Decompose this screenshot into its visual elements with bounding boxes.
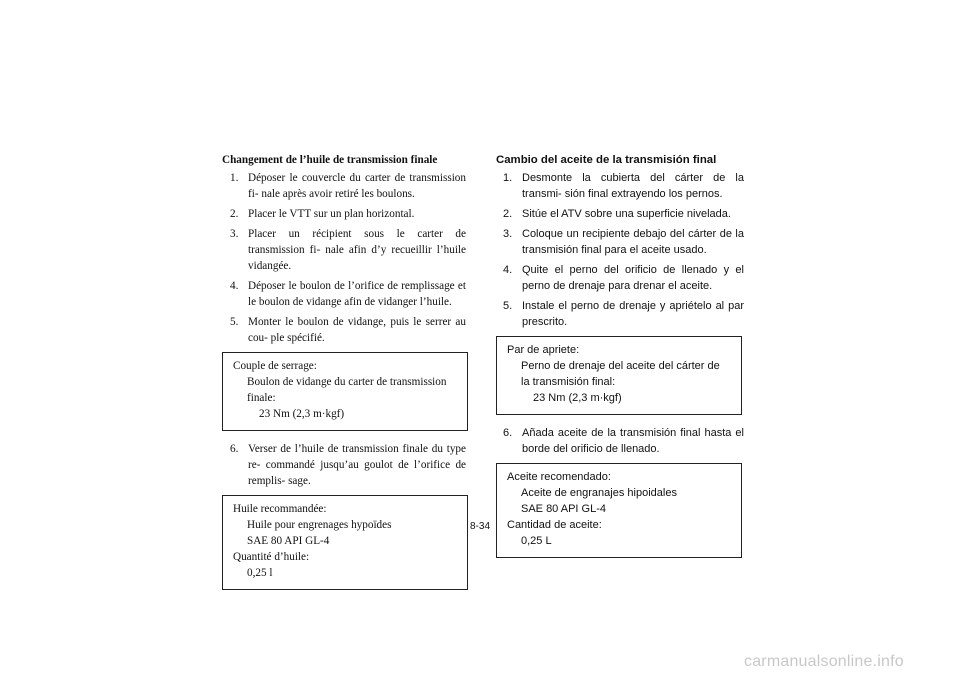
list-item — [496, 262, 744, 294]
step-text: Sitúe el ATV sobre una superficie nivelada. — [522, 208, 731, 220]
spanish-column — [496, 152, 744, 568]
section-heading-fr: Changement de l’huile de transmission finale — [222, 154, 438, 166]
steps-list-es-cont — [496, 425, 744, 457]
step-text: Añada aceite de la transmisión final hasta el borde del orificio de llenado. — [522, 427, 744, 455]
list-item — [222, 278, 466, 310]
oil-grade: SAE 80 API GL-4 — [521, 503, 606, 515]
step-text: Placer un récipient sous le carter de transmission fi- nale afin d’y recueillir l’huile vidangée. — [248, 228, 466, 272]
step-text: Verser de l’huile de transmission finale du type re- commandé jusqu’au goulot de l’orifice de remplis- sage. — [248, 443, 466, 487]
list-item — [222, 206, 466, 222]
step-number: 3. — [503, 228, 513, 240]
oil-type: Aceite de engranajes hipoidales — [521, 487, 677, 499]
step-text: Placer le VTT sur un plan horizontal. — [248, 208, 415, 220]
oil-type: Huile pour engrenages hypoïdes — [247, 519, 392, 531]
step-text: Desmonte la cubierta del cárter de la transmi- sión final extrayendo los pernos. — [522, 172, 744, 200]
list-item — [496, 206, 744, 222]
torque-label: Par de apriete: — [507, 344, 580, 356]
step-number: 1. — [230, 172, 239, 184]
step-text: Déposer le couvercle du carter de transmission fi- nale après avoir retiré les boulons. — [248, 172, 466, 200]
torque-spec-box-es — [496, 336, 742, 415]
step-text: Coloque un recipiente debajo del cárter de la transmisión final para el aceite usado. — [522, 228, 744, 256]
list-item — [222, 441, 466, 489]
list-item — [496, 298, 744, 330]
section-heading-es: Cambio del aceite de la transmisión final — [496, 154, 717, 166]
step-number: 2. — [230, 208, 239, 220]
steps-list-fr — [222, 170, 466, 346]
step-text: Monter le boulon de vidange, puis le serrer au cou- ple spécifié. — [248, 316, 466, 344]
step-text: Déposer le boulon de l’orifice de remplissage et le boulon de vidange afin de vidanger l’huile. — [248, 280, 466, 308]
step-number: 2. — [503, 208, 513, 220]
quantity-label: Cantidad de aceite: — [507, 519, 602, 531]
quantity-label: Quantité d’huile: — [233, 551, 310, 563]
torque-spec-box-fr — [222, 352, 468, 431]
step-text: Instale el perno de drenaje y apriételo al par prescrito. — [522, 300, 744, 328]
torque-value: 23 Nm (2,3 m·kgf) — [533, 392, 622, 404]
oil-label: Aceite recomendado: — [507, 471, 611, 483]
list-item — [222, 226, 466, 274]
list-item — [496, 170, 744, 202]
quantity-value: 0,25 L — [521, 535, 552, 547]
step-number: 5. — [503, 300, 513, 312]
step-number: 4. — [230, 280, 239, 292]
quantity-value: 0,25 l — [247, 567, 273, 579]
oil-spec-box-es — [496, 463, 742, 558]
list-item — [222, 314, 466, 346]
step-number: 6. — [503, 427, 513, 439]
oil-spec-box-fr — [222, 495, 468, 590]
list-item — [222, 170, 466, 202]
watermark: carmanualsonline.info — [744, 653, 904, 670]
oil-label: Huile recommandée: — [233, 503, 327, 515]
step-number: 6. — [230, 443, 239, 455]
step-number: 3. — [230, 228, 239, 240]
torque-item: Perno de drenaje del aceite del cárter de la transmisión final: — [521, 360, 720, 388]
list-item — [496, 226, 744, 258]
step-number: 4. — [503, 264, 513, 276]
torque-item: Boulon de vidange du carter de transmission finale: — [247, 376, 447, 404]
step-text: Quite el perno del orificio de llenado y el perno de drenaje para drenar el aceite. — [522, 264, 744, 292]
oil-grade: SAE 80 API GL-4 — [247, 535, 330, 547]
steps-list-fr-cont — [222, 441, 466, 489]
step-number: 1. — [503, 172, 513, 184]
french-column — [222, 152, 466, 600]
page-number: 8-34 — [470, 521, 491, 532]
torque-label: Couple de serrage: — [233, 360, 317, 372]
torque-value: 23 Nm (2,3 m·kgf) — [259, 408, 345, 420]
list-item — [496, 425, 744, 457]
steps-list-es — [496, 170, 744, 330]
step-number: 5. — [230, 316, 239, 328]
